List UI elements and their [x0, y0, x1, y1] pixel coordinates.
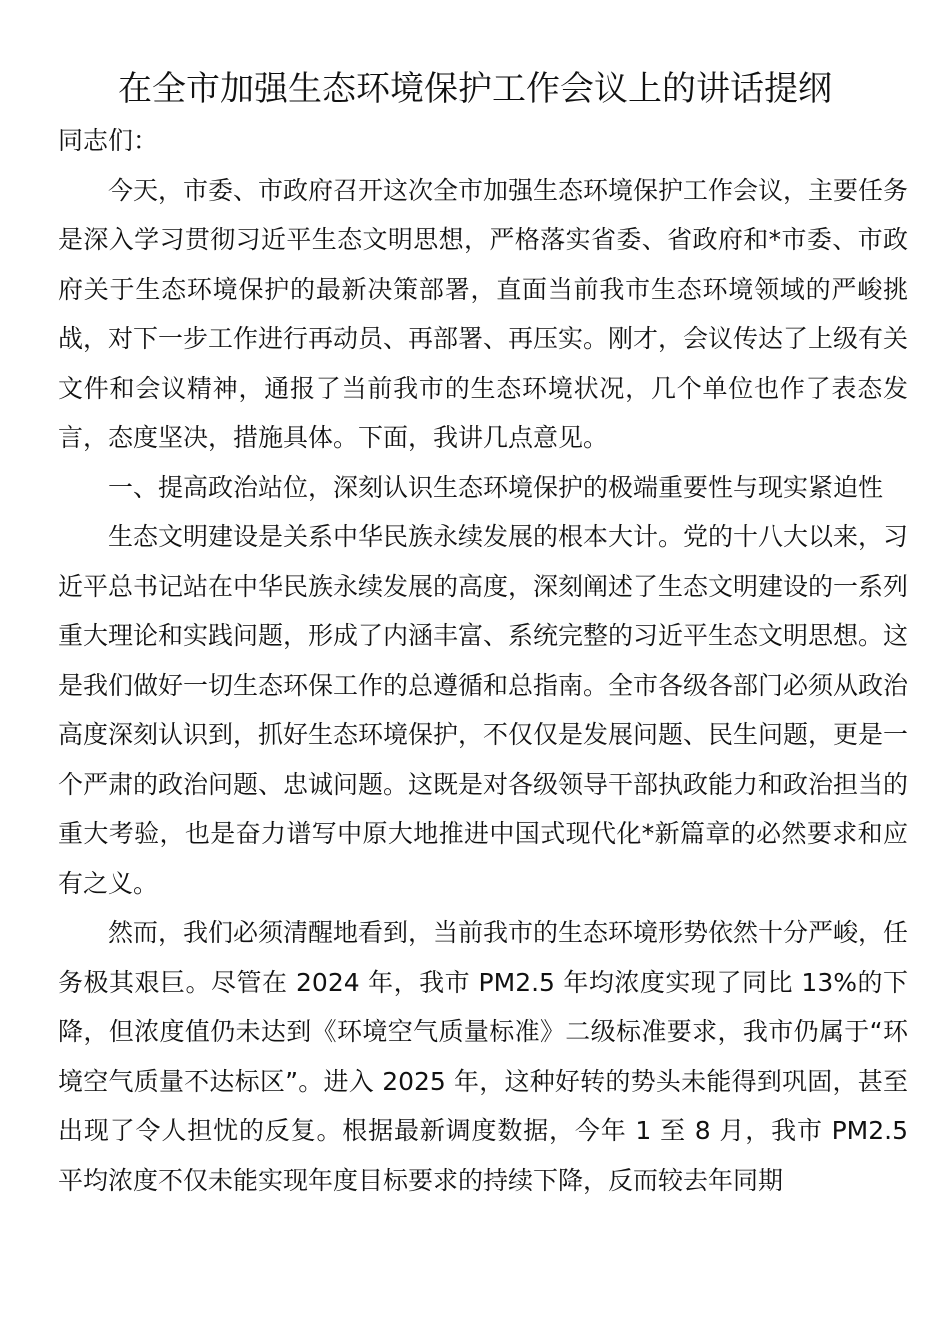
paragraph-intro: 今天，市委、市政府召开这次全市加强生态环境保护工作会议，主要任务是深入学习贯彻习近平生态文明思想，严格落实省委、省政府和*市委、市政府关于生态环境保护的最新决策部署，直面当前我市生态环境领域的严峻挑战，对下一步工作进行再动员、再部署、再压实。刚才，会议传达了上级有关文件和会议精神，通报了当前我市的生态环境状况，几个单位也作了表态发言，态度坚决，措施具体。下面，我讲几点意见。: [58, 175, 909, 452]
salutation: 同志们：: [58, 126, 159, 155]
paragraph-current-situation: 然而，我们必须清醒地看到，当前我市的生态环境形势依然十分严峻，任务极其艰巨。尽管在 2024 年，我市 PM2.5 年均浓度实现了同比 13%的下降，但浓度值仍未达到《环境空气质量标准》二级标准要求，我市仍属于“环境空气质量不达标区”。进入 2025 年，这种好转的势头未能得到巩固，甚至出现了令人担忧的反复。根据最新调度数据，今年 1 至 8 月，我市 PM2.5 平均浓度不仅未能实现年度目标要求的持续下降，反而较去年同期: [58, 918, 909, 1195]
paragraph-ecological-civilization: 生态文明建设是关系中华民族永续发展的根本大计。党的十八大以来，习近平总书记站在中华民族永续发展的高度，深刻阐述了生态文明建设的一系列重大理论和实践问题，形成了内涵丰富、系统完整的习近平生态文明思想。这是我们做好一切生态环保工作的总遵循和总指南。全市各级各部门必须从政治高度深刻认识到，抓好生态环境保护，不仅仅是发展问题、民生问题，更是一个严肃的政治问题、忠诚问题。这既是对各级领导干部执政能力和政治担当的重大考验，也是奋力谱写中原大地推进中国式现代化*新篇章的必然要求和应有之义。: [58, 522, 909, 898]
document-title: 在全市加强生态环境保护工作会议上的讲话提纲: [118, 69, 832, 109]
document-body: [58, 116, 908, 1205]
section-heading-1: 一、提高政治站位，深刻认识生态环境保护的极端重要性与现实紧迫性: [108, 472, 884, 502]
